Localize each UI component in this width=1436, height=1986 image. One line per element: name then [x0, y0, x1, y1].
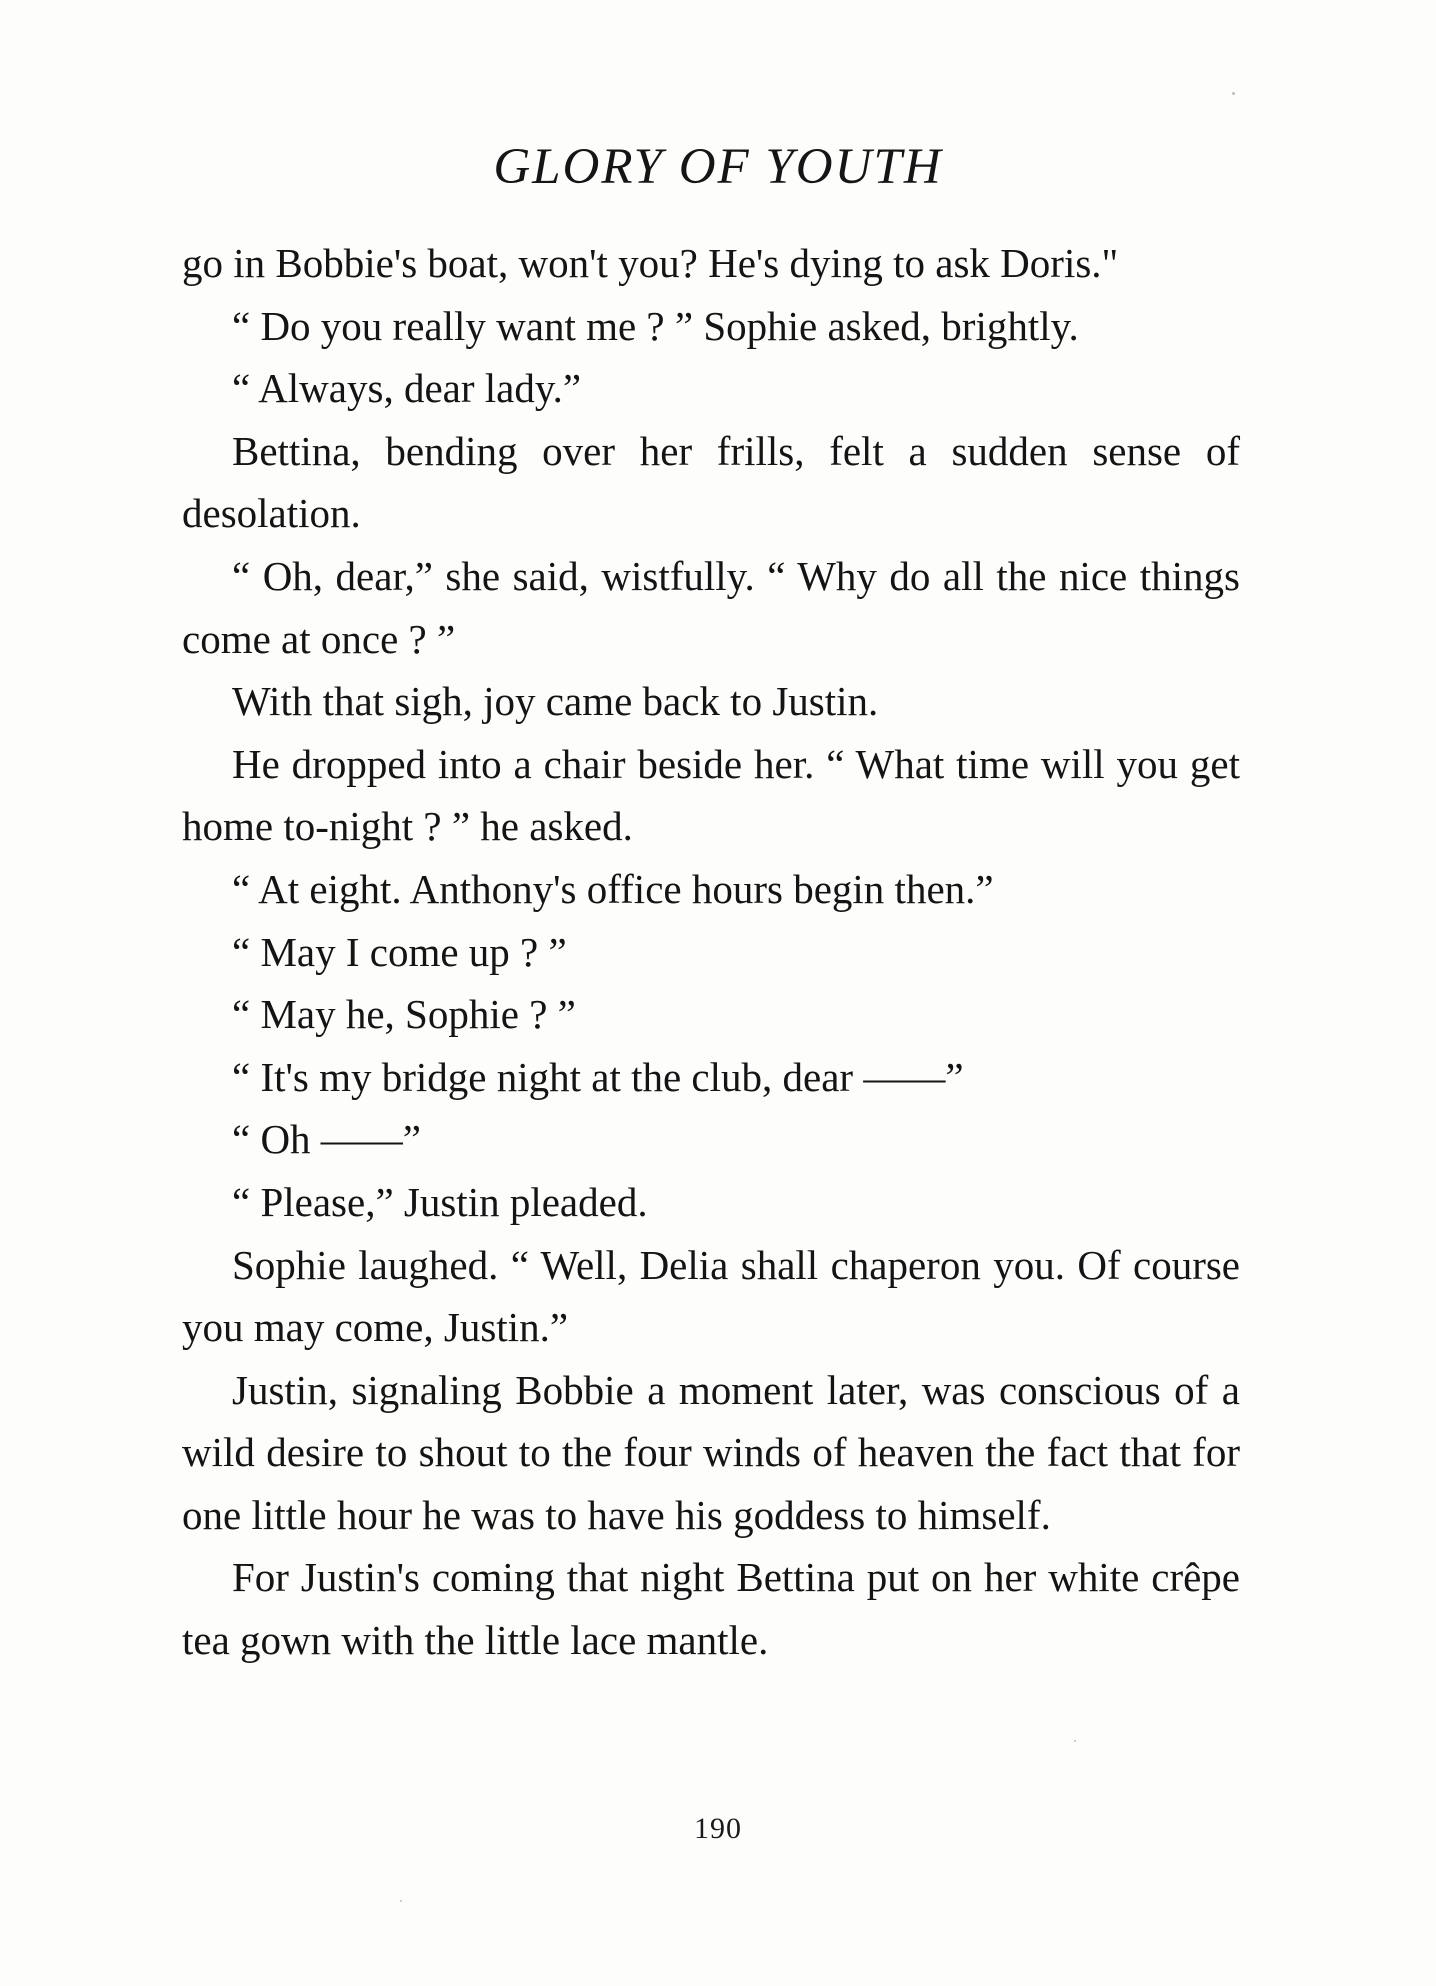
paragraph: He dropped into a chair beside her. “ What time will you get home to-night ? ” he asked. [182, 740, 1240, 850]
paper-speck [1074, 1740, 1076, 1742]
paragraph: Justin, signaling Bobbie a moment later, was conscious of a wild desire to shout to the four winds of heaven the fact that for one little hour he was to have his goddess to himself. [182, 1366, 1240, 1538]
paragraph: For Justin's coming that night Bettina put on her white crêpe tea gown with the little lace mantle. [182, 1554, 1240, 1664]
paragraph: “ Please,” Justin pleaded. [232, 1178, 648, 1225]
paragraph-continuation: go in Bobbie's boat, won't you? He's dying to ask Doris." [182, 240, 1119, 286]
paragraph: “ At eight. Anthony's office hours begin then.” [232, 865, 994, 912]
paragraph: “ Oh ——” [232, 1116, 422, 1163]
paragraph: With that sigh, joy came back to Justin. [232, 678, 879, 725]
paragraph: “ It's my bridge night at the club, dear ——” [232, 1053, 964, 1100]
paragraph: Sophie laughed. “ Well, Delia shall chaperon you. Of course you may come, Justin.” [182, 1241, 1240, 1351]
paragraph: “ Oh, dear,” she said, wistfully. “ Why do all the nice things come at once ? ” [182, 552, 1240, 662]
running-head: GLORY OF YOUTH [493, 139, 943, 195]
paragraph: “ May I come up ? ” [232, 928, 567, 975]
paragraph: “ May he, Sophie ? ” [232, 991, 576, 1038]
paper-speck [400, 1900, 402, 1902]
page-number: 190 [694, 1812, 742, 1845]
paper-speck [1232, 92, 1235, 95]
paragraph: “ Do you really want me ? ” Sophie asked, brightly. [232, 302, 1079, 349]
body-text [182, 232, 1240, 1672]
paragraph: Bettina, bending over her frills, felt a sudden sense of desolation. [182, 427, 1240, 537]
paragraph: “ Always, dear lady.” [232, 365, 582, 412]
